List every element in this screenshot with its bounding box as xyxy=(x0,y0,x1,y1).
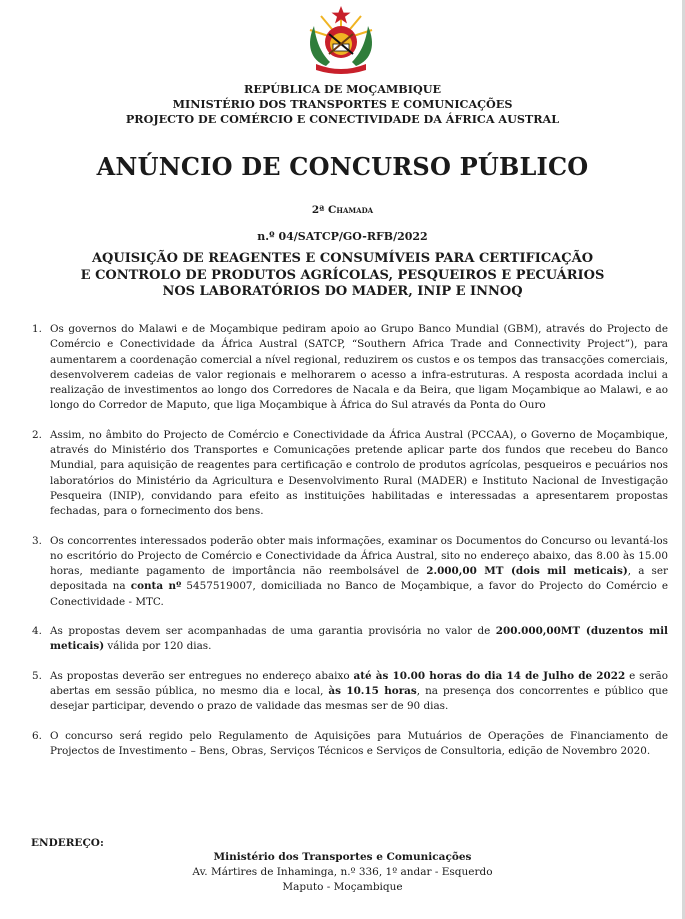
deadline: até às 10.00 horas do dia 14 de Julho de 2022 xyxy=(353,669,626,682)
item-1 xyxy=(28,322,668,414)
item-text: Assim, no âmbito do Projecto de Comércio e Conectividade da África Austral (PCCAA), o Governo de Moçambique, através do Ministério dos Transportes e Comunicações pretende aplicar parte dos fundos que recebeu do Banco Mundial, para aquisição de reagentes para certificação e controlo de produtos agrícolas, pesqueiros e pecuários nos laboratórios do Ministério da Agricultura e Desenvolvimento Rural (MADER) e Instituto Nacional de Investigação Pesqueira (INIP), convidando para efeito as instituições habilitadas e interessadas a apresentarem propostas fechadas, para o fornecimento dos bens. xyxy=(50,428,668,518)
item-text: 5457519007, domiciliada no Banco de Moçambique, a favor do Projecto do Comércio e Conectividade - MTC. xyxy=(50,580,668,608)
account-label: conta nº xyxy=(130,580,182,593)
item-text: As propostas deverão ser entregues no endereço abaixo xyxy=(50,669,354,682)
announcement-title: ANÚNCIO DE CONCURSO PÚBLICO xyxy=(96,152,589,181)
announcement-items xyxy=(28,322,668,773)
item-number: 6. xyxy=(32,729,42,742)
tender-reference: n.º 04/SATCP/GO-RFB/2022 xyxy=(257,230,428,243)
item-text: válida por 120 dias. xyxy=(104,640,212,653)
item-text: Os concorrentes interessados poderão obter mais informações, examinar os Documentos do Concurso ou levantá-los no escritório do Projecto de Comércio e Conectividade da África Austral, sito no endereço abaixo, das 8.00 às 15.00 horas, mediante pagamento de importância não reembolsável de xyxy=(50,534,668,578)
fee-amount: 2.000,00 MT (dois mil meticais) xyxy=(426,565,628,578)
item-text: , a ser depositada na xyxy=(50,565,668,593)
address-line-3: Maputo - Moçambique xyxy=(282,881,403,893)
item-2 xyxy=(28,428,668,520)
ribbon-band xyxy=(316,64,366,74)
item-6 xyxy=(28,729,668,760)
item-number: 4. xyxy=(32,625,42,638)
coat-of-arms-emblem xyxy=(296,4,386,74)
subject-line-3: NOS LABORATÓRIOS DO MADER, INIP E INNOQ xyxy=(162,284,523,299)
address-line-2: Av. Mártires de Inhaminga, n.º 336, 1º andar - Esquerdo xyxy=(192,866,493,878)
item-text: Os governos do Malawi e de Moçambique pediram apoio ao Grupo Banco Mundial (GBM), através do Projecto de Comércio e Conectividade da África Austral (SATCP, “Southern Africa Trade and Connectivity Project”), para aumentarem a coordenação comercial a nível regional, reduzirem os custos e os tempos das transacções comerciais, desenvolverem cadeias de valor regionais e melhorarem o acesso a infra-estruturas. A resposta acordada inclui a realização de investimentos ao longo dos Corredores de Nacala e da Beira, que ligam Moçambique ao Malawi, e ao longo do Corredor de Maputo, que liga Moçambique à África do Sul através da Ponta do Ouro xyxy=(50,323,668,412)
item-3 xyxy=(28,534,668,610)
address-label: ENDEREÇO: xyxy=(31,837,104,849)
item-text: O concurso será regido pelo Regulamento de Aquisições para Mutuários de Operações de Financiamento de Projectos de Investimento – Bens, Obras, Serviços Técnicos e Serviços de Consultoria, edição de Novembro 2020. xyxy=(50,729,668,757)
item-5 xyxy=(28,669,668,715)
subject-line-1: AQUISIÇÃO DE REAGENTES E CONSUMÍVEIS PARA CERTIFICAÇÃO xyxy=(91,251,594,266)
item-text: e serão abertas em sessão pública, no mesmo dia e local, xyxy=(50,669,669,697)
guarantee-amount: 200.000,00MT (duzentos mil meticais) xyxy=(50,625,668,653)
item-text: , na presença dos concorrentes e público que desejar participar, devendo o prazo de validade das mesmas ser de 90 dias. xyxy=(50,684,668,713)
item-number: 1. xyxy=(32,323,42,335)
address-line-1: Ministério dos Transportes e Comunicações xyxy=(213,851,472,863)
header-ministry: MINISTÉRIO DOS TRANSPORTES E COMUNICAÇÕES xyxy=(172,97,513,111)
item-text: As propostas devem ser acompanhadas de uma garantia provisória no valor de xyxy=(50,625,496,638)
item-number: 5. xyxy=(32,669,42,682)
call-number: 2ª Chamada xyxy=(311,204,374,216)
item-number: 2. xyxy=(32,428,42,441)
tender-subject xyxy=(0,251,685,301)
opening-time: às 10.15 horas xyxy=(328,684,417,697)
subject-line-2: E CONTROLO DE PRODUTOS AGRÍCOLAS, PESQUEIROS E PECUÁRIOS xyxy=(80,267,605,283)
item-4 xyxy=(28,624,668,655)
item-number: 3. xyxy=(32,534,42,547)
header-project: PROJECTO DE COMÉRCIO E CONECTIVIDADE DA ÁFRICA AUSTRAL xyxy=(125,112,560,126)
header-republic: REPÚBLICA DE MOÇAMBIQUE xyxy=(244,82,441,96)
